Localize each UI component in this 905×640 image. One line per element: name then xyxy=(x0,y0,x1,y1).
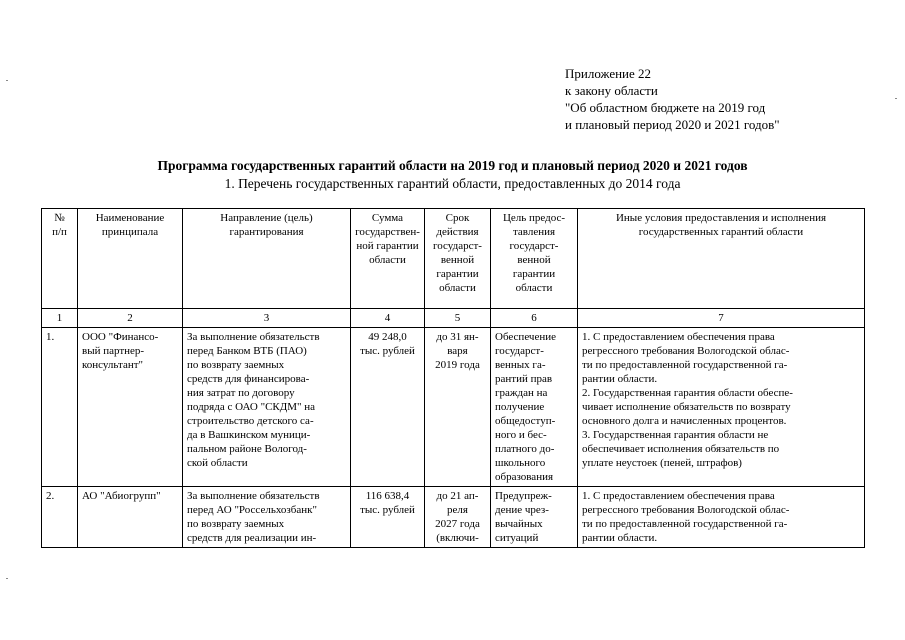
appendix-line: "Об областном бюджете на 2019 год xyxy=(565,100,766,115)
col-header-purpose: Направление (цель) гарантирования xyxy=(183,209,351,309)
other-conditions-cell: 1. С предоставлением обеспечения права регрессного требования Вологодской облас- ти по предоставленной государственной га- рантии области. 2. Государственная гарантия области обеспе- чивает исполнение обязательств по возврату основного долга и начисленных процентов. 3. Государственная гарантия области не обеспечивает исполнения обязательств по уплате неустоек (пеней, штрафов) xyxy=(578,328,865,487)
row-number: 2. xyxy=(42,487,78,548)
column-number: 7 xyxy=(578,309,865,328)
principal-cell: АО "Абиогрупп" xyxy=(78,487,183,548)
section-subtitle: 1. Перечень государственных гарантий области, предоставленных до 2014 года xyxy=(224,176,681,191)
column-number: 6 xyxy=(491,309,578,328)
appendix-line: к закону области xyxy=(565,83,658,98)
amount-cell: 116 638,4 тыс. рублей xyxy=(351,487,425,548)
goal-cell: Обеспечение государст- венных га- рантий прав граждан на получение общедоступ- ного и бес- платного до- школьного образования xyxy=(491,328,578,487)
scan-speck xyxy=(895,98,897,99)
col-header-principal: Наименование принципала xyxy=(78,209,183,309)
scan-speck xyxy=(6,80,8,81)
goal-cell: Предупреж- дение чрез- вычайных ситуаций xyxy=(491,487,578,548)
scan-speck xyxy=(6,578,8,579)
table-header-row xyxy=(42,209,865,309)
column-number: 3 xyxy=(183,309,351,328)
col-header-amount: Сумма государствен- ной гарантии области xyxy=(351,209,425,309)
col-header-number: № п/п xyxy=(42,209,78,309)
col-header-other: Иные условия предоставления и исполнения государственных гарантий области xyxy=(578,209,865,309)
guarantees-table xyxy=(41,208,865,548)
other-conditions-cell: 1. С предоставлением обеспечения права регрессного требования Вологодской облас- ти по предоставленной государственной га- рантии области. xyxy=(578,487,865,548)
term-cell: до 31 ян- варя 2019 года xyxy=(425,328,491,487)
table-row xyxy=(42,487,865,548)
appendix-block xyxy=(565,65,780,133)
appendix-line: Приложение 22 xyxy=(565,66,652,81)
column-number: 5 xyxy=(425,309,491,328)
column-number: 2 xyxy=(78,309,183,328)
appendix-line: и плановый период 2020 и 2021 годов" xyxy=(565,117,780,132)
purpose-cell: За выполнение обязательств перед Банком ВТБ (ПАО) по возврату заемных средств для финансирова- ния затрат по договору подряда с ОАО "СКДМ" на строительство детского са- да в Вашкинском муници- пальном районе Вологод- ской области xyxy=(183,328,351,487)
row-number: 1. xyxy=(42,328,78,487)
column-number: 1 xyxy=(42,309,78,328)
table-row xyxy=(42,328,865,487)
document-title: Программа государственных гарантий области на 2019 год и плановый период 2020 и 2021 годов xyxy=(157,158,748,173)
principal-cell: ООО "Финансо- вый партнер- консультант" xyxy=(78,328,183,487)
column-number: 4 xyxy=(351,309,425,328)
amount-cell: 49 248,0 тыс. рублей xyxy=(351,328,425,487)
col-header-goal: Цель предос- тавления государст- венной гарантии области xyxy=(491,209,578,309)
column-number-row xyxy=(42,309,865,328)
col-header-term: Срок действия государст- венной гарантии области xyxy=(425,209,491,309)
purpose-cell: За выполнение обязательств перед АО "Россельхозбанк" по возврату заемных средств для реализации ин- xyxy=(183,487,351,548)
term-cell: до 21 ап- реля 2027 года (включи- xyxy=(425,487,491,548)
